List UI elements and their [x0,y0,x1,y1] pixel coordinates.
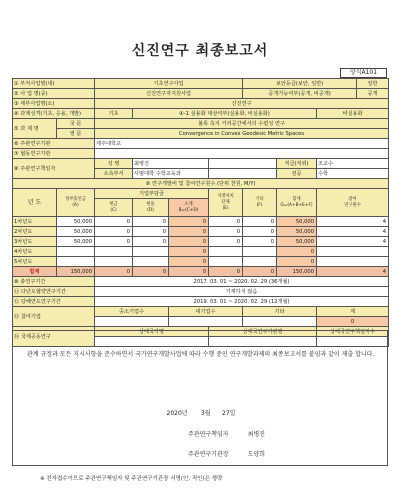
funding-inkind [133,257,169,267]
certification-text: 관계 규정과 모든 지시사항을 준수하면서 국가연구개발사업에 따라 수행 중인 연구개발과제의 최종보고서를 붙임과 같이 제출 합니다. [27,351,375,358]
header-large-count: 대기업수 [169,307,243,317]
label-pi-position: 직급(직위) [277,159,317,169]
header-partner-pi-count: 상대국연구책임자수 [317,327,389,337]
certification-box [12,330,388,466]
head-signature-label: 주관연구기관장 [188,451,229,458]
funding-total-label: 합계 [13,267,57,277]
row-sub-program [13,99,389,109]
funding-total: 0 [277,247,317,257]
funding-local [209,257,243,267]
funding-total-inkind: 0 [133,267,169,277]
pi-signature-name: 최병진 [247,431,266,438]
value-sme-count [95,317,169,327]
row-program [13,89,389,99]
funding-local: 0 [209,227,243,237]
funding-total-gov: 150,000 [57,267,95,277]
row-coop-institution [13,149,389,159]
funding-year: 5차년도 [13,257,57,267]
value-host-institution: 제주대학교 [95,139,389,149]
label-title-kor: 국 문 [57,119,95,129]
date-month: 3월 [200,410,211,417]
funding-total: 0 [277,257,317,267]
header-sum: 계 [317,307,389,317]
funding-gov: 50,000 [57,227,95,237]
funding-total-row [13,267,389,277]
funding-other: 0 [243,237,277,247]
submission-date [13,408,389,417]
label-disclosure: 공개가능여부(공개, 비공개) [243,89,357,99]
funding-total-subtotal: 0 [169,267,209,277]
pi-signature [188,429,265,438]
form-number: 양식A101 [340,68,387,78]
funding-cash [95,257,133,267]
row-task-title-kor [13,119,389,129]
header-other-count: 기타 [243,307,317,317]
label-multiyear-period: ⑪ 다년도협약연구기간 [13,287,95,297]
funding-header-year: 년 도 [13,189,57,217]
value-sum: 0 [317,317,389,327]
label-sub-program: ③ 세부사업명(소) [13,99,95,109]
funding-people [317,247,389,257]
value-pi-name: 최병진 [133,159,209,169]
funding-header-cash: 현금 (C) [95,199,133,217]
label-total-period: ⑩ 총연구기간 [13,277,95,287]
header-partner-institution: 상대국연구기관명 [209,327,317,337]
pi-signature-label: 주관연구책임자 [188,431,229,438]
funding-people: 4 [317,237,389,247]
page-title: 신진연구 최종보고서 [131,43,269,59]
funding-year: 1차년도 [13,217,57,227]
funding-header-local: 지방자치 단체 (E) [209,189,243,217]
row-ministry-program [13,79,389,89]
funding-gov [57,257,95,267]
date-day: 27일 [222,410,236,417]
funding-total: 50,000 [277,237,317,247]
funding-local: 0 [209,237,243,247]
funding-subtotal: 0 [169,217,209,227]
head-signature-name: 도양희 [247,451,266,458]
funding-header-people: 참여 연구원수 [317,189,389,217]
funding-cash [95,247,133,257]
label-pi: ⑧ 주관연구책임자 [13,159,95,179]
row-multiyear-period [13,287,389,297]
funding-people [317,257,389,267]
funding-row [13,257,389,267]
value-large-count [169,317,243,327]
value-title-eng: Convergence in Convex Geodesic Metric Spaces [95,129,389,139]
funding-row [13,237,389,247]
funding-other: 0 [243,217,277,227]
funding-header-subtotal: 소계 B=(C+D) [169,199,209,217]
funding-subtotal: 0 [169,227,209,237]
funding-header-other: 기타 (F) [243,189,277,217]
label-title-eng: 영 문 [57,129,95,139]
label-task-nature: ④ 과제성격(기초, 응용, 개발) [13,109,95,119]
header-sme-count: 중소기업수 [95,307,169,317]
row-task-nature [13,109,389,119]
funding-subtotal: 0 [169,237,209,247]
value-multiyear-period: 기재하지 않음 [95,287,389,297]
funding-other [243,247,277,257]
funding-people: 4 [317,217,389,227]
funding-year: 3차년도 [13,237,57,247]
value-total-period: 2017. 03. 01 ~ 2020. 02. 29 (36개월) [95,277,389,287]
label-pi-name: 성 명 [95,159,133,169]
label-commercialization: ④-1 실용화 대상여부(실용화, 비실용화) [133,109,317,119]
label-ministry-program: ① 부처사업명(대) [13,79,95,89]
value-disclosure: 공개 [357,89,389,99]
funding-other [243,257,277,267]
funding-section-label: ⑨ 연구개발비 및 참여연구원수 (단위 천원, M/Y) [13,179,389,189]
row-participating-companies-header [13,307,389,317]
funding-people: 4 [317,227,389,237]
date-year: 2020년 [166,410,188,417]
funding-header-row-1 [13,189,389,199]
value-task-nature: 기초 [95,109,133,119]
funding-header-gov: 정부출연금 (A) [57,189,95,217]
funding-other: 0 [243,227,277,237]
label-program: ② 사 업 명(중) [13,89,95,99]
funding-header-company-group: 기업부담금 [95,189,209,199]
funding-inkind: 0 [133,237,169,247]
label-intl-research: ⑭ 국제공동연구 [13,327,95,347]
value-title-kor: 볼록 측지 거리공간에서의 수렴성 연구 [95,119,389,129]
label-participating-companies: ⑬ 참여기업 [13,307,95,327]
funding-inkind [133,247,169,257]
value-other-count [243,317,317,327]
funding-gov: 50,000 [57,237,95,247]
value-sub-program: 신진연구 [95,99,389,109]
row-task-title-eng [13,129,389,139]
funding-inkind: 0 [133,217,169,227]
funding-total-people: 4 [317,267,389,277]
funding-total-other: 0 [243,267,277,277]
report-form-table [12,78,389,347]
row-pi-name [13,159,389,169]
funding-row [13,247,389,257]
value-coop-institution [95,149,389,159]
row-funding-section [13,179,389,189]
head-signature [188,449,265,458]
funding-total-cash: 0 [95,267,133,277]
funding-year: 4차년도 [13,247,57,257]
footnote: ※ 전자접수이므로 주관연구책임자 및 주관연구기관장 서명(인, 직인)은 생략 [40,476,223,482]
funding-total-total: 150,000 [277,267,317,277]
value-program: 신진연구자지원사업 [95,89,243,99]
funding-cash: 0 [95,217,133,227]
value-ministry-program: 기초연구사업 [95,79,243,89]
funding-row [13,217,389,227]
label-pi-major: 전공 [277,169,317,179]
label-task-title: ⑤ 과 제 명 [13,119,57,139]
funding-cash: 0 [95,227,133,237]
funding-header-inkind: 현물 (D) [133,199,169,217]
funding-gov: 50,000 [57,217,95,227]
funding-year: 2차년도 [13,227,57,237]
funding-subtotal: 0 [169,257,209,267]
label-current-period: ⑫ 당해연도연구기간 [13,297,95,307]
funding-inkind: 0 [133,227,169,237]
row-total-period [13,277,389,287]
funding-gov [57,247,95,257]
value-current-period: 2019. 03. 01 ~ 2020. 02. 29 (12개월) [95,297,389,307]
value-security-level: 일반 [357,79,389,89]
funding-total: 50,000 [277,227,317,237]
label-pi-dept: 소속부서 [95,169,133,179]
funding-total: 50,000 [277,217,317,227]
funding-row [13,227,389,237]
value-pi-dept: 사범대학 수학교육과 [133,169,209,179]
funding-total-local: 0 [209,267,243,277]
funding-subtotal: 0 [169,247,209,257]
funding-local: 0 [209,217,243,227]
value-commercialization: 비실용화 [317,109,389,119]
header-partner-country: 상대국가명 [95,327,209,337]
value-pi-position: 조교수 [317,159,389,169]
value-pi-major: 수학 [317,169,389,179]
row-host-institution [13,139,389,149]
label-coop-institution: ⑦ 협동연구기관 [13,149,95,159]
label-host-institution: ⑥ 주관연구기관 [13,139,95,149]
funding-header-total: 합계 G=(A+B+E+F) [277,189,317,217]
funding-local [209,247,243,257]
row-current-period [13,297,389,307]
label-security-level: 보안등급(보안, 일반) [243,79,357,89]
funding-cash: 0 [95,237,133,247]
